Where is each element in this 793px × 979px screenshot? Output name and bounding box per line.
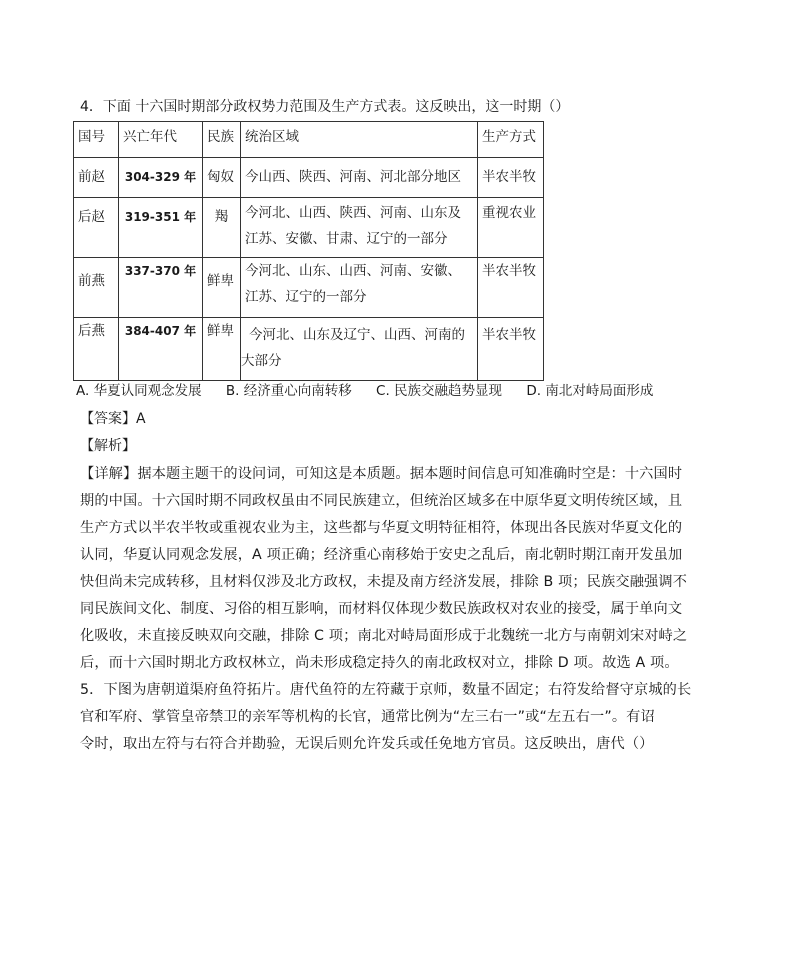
region-line: 江苏、辽宁的一部分 xyxy=(245,289,367,305)
cell-name: 后燕 xyxy=(74,318,119,381)
q4-stem: 4．下面 十六国时期部分政权势力范围及生产方式表。这反映出，这一时期（） xyxy=(80,99,570,115)
header-region: 统治区域 xyxy=(241,122,478,158)
detail-line: 【详解】据本题主题干的设问词，可知这是本质题。据本题时间信息可知准确时空是：十六国时 xyxy=(80,466,683,482)
cell-region xyxy=(241,318,478,381)
option-b: B. 经济重心向南转移 xyxy=(225,383,352,399)
region-line: 今河北、山西、陕西、河南、山东及 xyxy=(245,205,461,221)
detail-line: 后，而十六国时期北方政权林立，尚未形成稳定持久的南北政权对立，排除 D 项。故选 A 项。 xyxy=(80,655,679,671)
regime-table xyxy=(73,121,544,381)
header-ethnic: 民族 xyxy=(203,122,241,158)
cell-name: 前赵 xyxy=(74,158,119,198)
detail-line: 期的中国。十六国时期不同政权虽由不同民族建立，但统治区域多在中原华夏文明传统区域，且 xyxy=(80,493,683,509)
cell-ethnic: 匈奴 xyxy=(203,158,241,198)
cell-mode: 重视农业 xyxy=(478,198,544,258)
cell-years: 319-351 年 xyxy=(119,198,203,258)
header-mode: 生产方式 xyxy=(478,122,544,158)
header-years: 兴亡年代 xyxy=(119,122,203,158)
cell-years: 304-329 年 xyxy=(119,158,203,198)
q5-line: 5．下图为唐朝道渠府鱼符拓片。唐代鱼符的左符藏于京师，数量不固定；右符发给督守京城的长 xyxy=(80,682,692,698)
cell-mode: 半农半牧 xyxy=(478,158,544,198)
cell-years: 384-407 年 xyxy=(119,318,203,381)
cell-years: 337-370 年 xyxy=(119,258,203,318)
cell-mode: 半农半牧 xyxy=(478,258,544,318)
option-c: C. 民族交融趋势显现 xyxy=(376,383,503,399)
detail-line: 化吸收，未直接反映双向交融，排除 C 项；南北对峙局面形成于北魏统一北方与南朝刘宋对峙之 xyxy=(80,628,688,644)
answer-label: 【答案】A xyxy=(80,411,146,427)
detail-line: 认同，华夏认同观念发展，A 项正确；经济重心南移始于安史之乱后，南北朝时期江南开发虽加 xyxy=(80,547,683,563)
cell-region xyxy=(241,258,478,318)
table-row xyxy=(74,198,544,258)
cell-ethnic: 鲜卑 xyxy=(203,258,241,318)
cell-mode: 半农半牧 xyxy=(478,318,544,381)
cell-name: 后赵 xyxy=(74,198,119,258)
q5-line: 令时，取出左符与右符合并勘验，无误后则允许发兵或任免地方官员。这反映出，唐代（） xyxy=(80,736,654,752)
cell-name: 前燕 xyxy=(74,258,119,318)
table-header-row xyxy=(74,122,544,158)
q4-options xyxy=(76,382,673,400)
cell-region xyxy=(241,198,478,258)
option-d: D. 南北对峙局面形成 xyxy=(526,383,654,399)
q5-line: 官和军府、掌管皇帝禁卫的亲军等机构的长官，通常比例为“左三右一”或“左五右一”。有诏 xyxy=(80,709,655,725)
region-line: 今河北、山东、山西、河南、安徽、 xyxy=(245,263,461,279)
table-row xyxy=(74,158,544,198)
region-line: 江苏、安徽、甘肃、辽宁的一部分 xyxy=(245,231,448,247)
detail-line: 同民族间文化、制度、习俗的相互影响，而材料仅体现少数民族政权对农业的接受，属于单向文 xyxy=(80,601,683,617)
region-line: 今山西、陕西、河南、河北部分地区 xyxy=(245,169,461,185)
cell-ethnic: 羯 xyxy=(203,198,241,258)
analysis-label: 【解析】 xyxy=(80,438,136,454)
table-row xyxy=(74,258,544,318)
header-name: 国号 xyxy=(74,122,119,158)
option-a: A. 华夏认同观念发展 xyxy=(76,383,202,399)
detail-line: 快但尚未完成转移，且材料仅涉及北方政权，未提及南方经济发展，排除 B 项；民族交融强调不 xyxy=(80,574,688,590)
table-row xyxy=(74,318,544,381)
region-line: 大部分 xyxy=(241,353,282,369)
cell-region xyxy=(241,158,478,198)
region-line: 今河北、山东及辽宁、山西、河南的 xyxy=(249,327,465,343)
cell-ethnic: 鲜卑 xyxy=(203,318,241,381)
detail-line: 生产方式以半农半牧或重视农业为主，这些都与华夏文明特征相符，体现出各民族对华夏文化的 xyxy=(80,520,683,536)
